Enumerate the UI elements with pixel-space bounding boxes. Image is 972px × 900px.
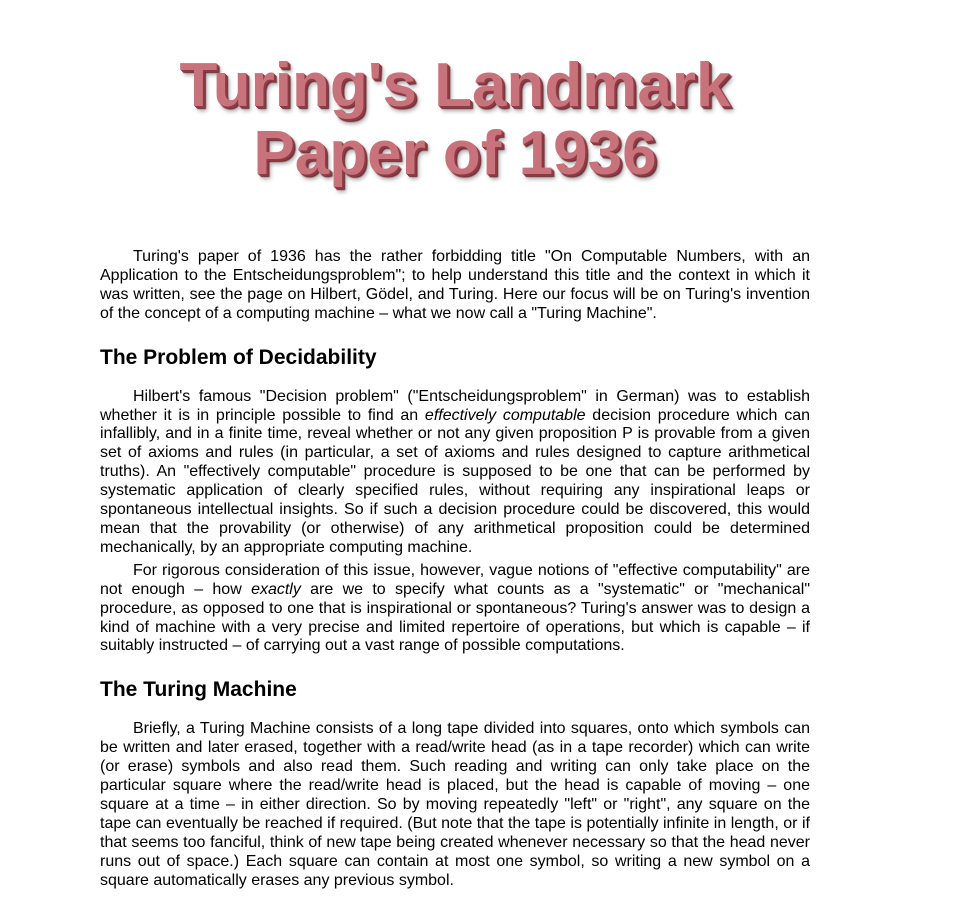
section-heading-turing-machine: The Turing Machine [100, 678, 297, 702]
intro-paragraph: Turing's paper of 1936 has the rather forbidding title "On Computable Numbers, with an Application to the Entscheidungsproblem"; to help understand this title and the context in which it was written, see the page on Hilbert, Gödel, and Turing. Here our focus will be on Turing's invention of the concept of a computing machine – what we now call a "Turing Machine". [100, 248, 810, 322]
decidability-paragraph-1-part-b: decision procedure which can infallibly, and in a finite time, reveal whether or not any given proposition P is provable from a given set of axioms and rules (in particular, a set of axioms and rules designed to capture arithmetical truths). An "effectively computable" procedure is supposed to be one that can be performed by systematic application of clearly specified rules, without requiring any inspirational leaps or spontaneous intellectual insights. So if such a decision procedure could be discovered, this would mean that the provability (or otherwise) of any arithmetical proposition could be determined mechanically, by an appropriate computing machine. [100, 406, 811, 556]
article-body [100, 248, 810, 890]
turing-machine-paragraph-1: Briefly, a Turing Machine consists of a long tape divided into squares, onto which symbols can be written and later erased, together with a read/write head (as in a tape recorder) which can write (or erase) symbols and also read them. Such reading and writing can only take place on the particular square where the read/write head is placed, but the head is capable of moving – one square at a time – in either direction. So by moving repeatedly "left" or "right", any square on the tape can eventually be reached if required. (But note that the tape is potentially infinite in length, or if that seems too fanciful, think of new tape being created whenever necessary so that the head never runs out of space.) Each square can contain at most one symbol, so writing a new symbol on a square automatically erases any previous symbol. [100, 720, 810, 889]
page-title [100, 52, 810, 188]
decidability-paragraph-2-part-b: are we to specify what counts as a "systematic" or "mechanical" procedure, as opposed to one that is inspirational or spontaneous? Turing's answer was to design a kind of machine with a very precise and limited repertoire of operations, but which is capable – if suitably instructed – of carrying out a vast range of possible computations. [100, 580, 810, 655]
decidability-paragraph-2 [100, 562, 810, 657]
decidability-paragraph-1-part-a: Hilbert's famous "Decision problem" ("Entscheidungsproblem" in German) was to establish whether it is in principle possible to find an [100, 387, 810, 424]
section-heading-decidability: The Problem of Decidability [100, 345, 377, 369]
decidability-emphasis-exactly: exactly [251, 580, 301, 598]
decidability-paragraph-1 [100, 388, 810, 558]
page-title-line-1: Turing's Landmark [179, 51, 731, 120]
decidability-paragraph-2-part-a: For rigorous consideration of this issue, however, vague notions of "effective computability" are not enough – how [100, 561, 810, 598]
page-title-line-2: Paper of 1936 [253, 119, 657, 188]
decidability-emphasis-effectively-computable: effectively computable [424, 406, 586, 424]
